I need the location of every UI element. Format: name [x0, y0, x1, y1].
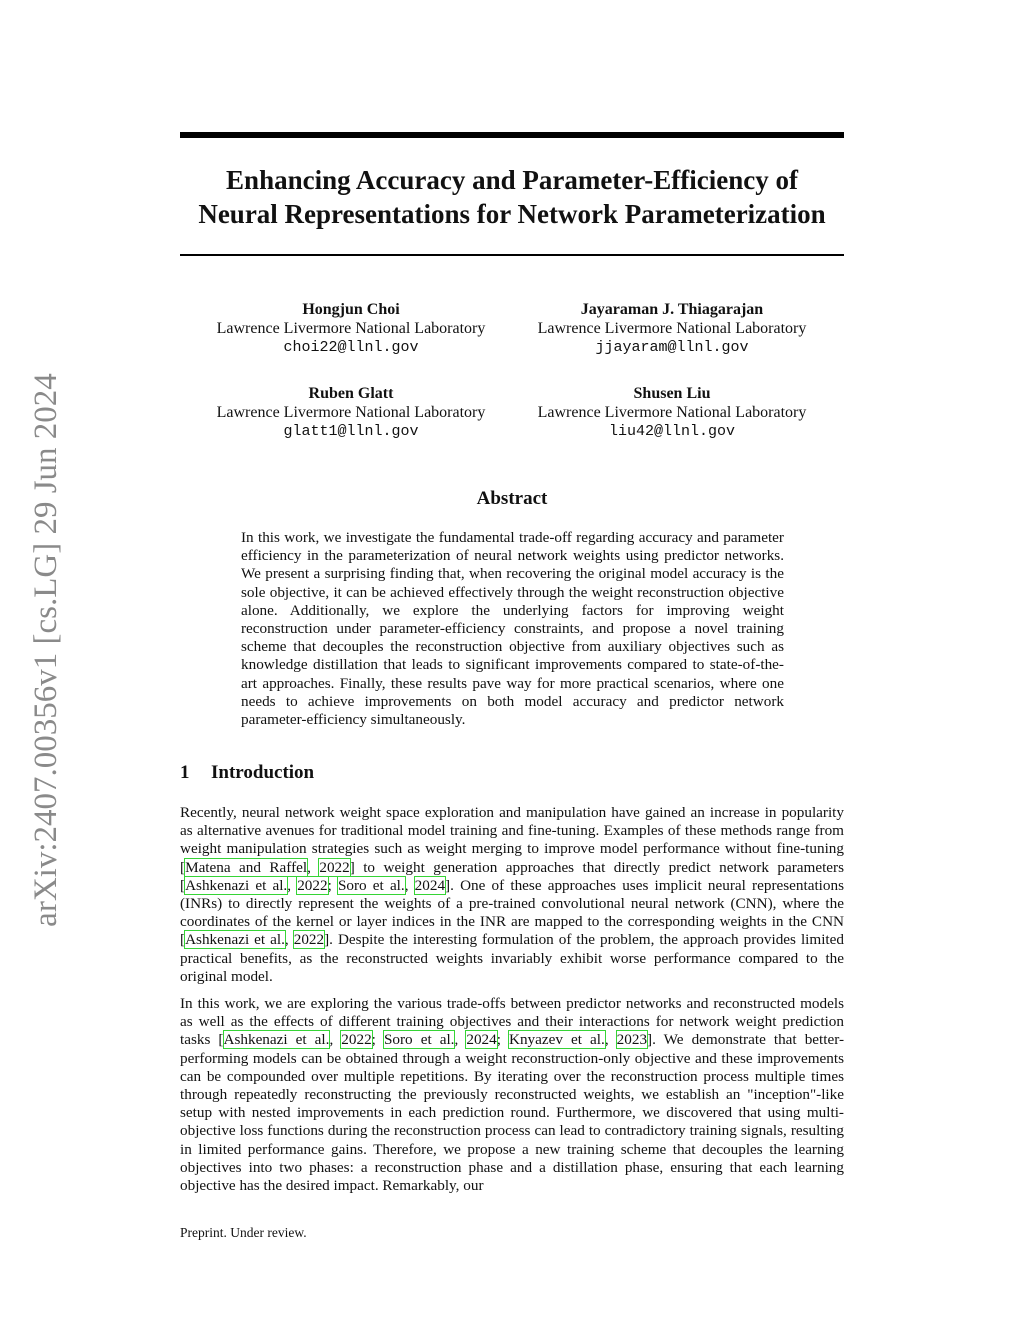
text-run: ,	[307, 858, 320, 876]
author-block	[186, 300, 516, 357]
citation-link[interactable]: Ashkenazi et al.	[185, 876, 288, 894]
text-run: ,	[329, 1031, 342, 1049]
section-heading-introduction	[180, 761, 314, 785]
section-number: 1	[180, 762, 190, 783]
title-bottom-rule	[180, 254, 844, 256]
author-block	[507, 300, 837, 357]
title-top-rule	[180, 132, 844, 138]
citation-link[interactable]: Ashkenazi et al.	[185, 931, 285, 949]
arxiv-identifier: arXiv:2407.00356v1 [cs.LG] 29 Jun 2024	[28, 373, 64, 927]
citation-year-link[interactable]: 2024	[466, 1031, 497, 1049]
abstract-heading: Abstract	[476, 488, 548, 509]
text-run: Recently, neural network weight space exploration and manipulation have gained an increase in popularity as alternative avenues for traditional model training and fine-tuning. Examples of these methods range from weight manipulation strategies such as weight merging to improve model performance without fine-tuning [	[180, 804, 844, 876]
text-run: ;	[371, 1031, 384, 1049]
author-name: Ruben Glatt	[308, 385, 394, 402]
author-block	[186, 384, 516, 441]
text-run: ;	[327, 876, 338, 894]
text-run: ,	[454, 1031, 467, 1049]
author-name: Jayaraman J. Thiagarajan	[580, 301, 764, 318]
citation-year-link[interactable]: 2022	[319, 858, 350, 876]
citation-year-link[interactable]: 2024	[414, 876, 446, 894]
author-affiliation: Lawrence Livermore National Laboratory	[216, 320, 486, 337]
text-run: ] to weight generation approaches that directly predict network parameters [	[180, 858, 845, 894]
title-line-2: Neural Representations for Network Parameterization	[198, 199, 826, 229]
intro-paragraph-2	[180, 995, 844, 1195]
author-affiliation: Lawrence Livermore National Laboratory	[537, 404, 807, 421]
text-run: ,	[284, 931, 294, 949]
citation-link[interactable]: Matena and Raffel	[185, 858, 308, 876]
citation-link[interactable]: Ashkenazi et al.	[223, 1031, 330, 1049]
author-email[interactable]: choi22@llnl.gov	[283, 339, 419, 356]
author-name: Shusen Liu	[633, 385, 711, 402]
text-run: ,	[404, 876, 415, 894]
author-block	[507, 384, 837, 441]
citation-year-link[interactable]: 2023	[616, 1031, 648, 1049]
abstract-body: In this work, we investigate the fundamental trade-off regarding accuracy and parameter efficiency in the parameterization of neural network weights using predictor networks. We present a surprising finding that, when recovering the original model accuracy is the sole objective, it can be achieved effectively through the weight reconstruction objective alone. Additionally, we explore the underlying factors for improving weight reconstruction under parameter-efficiency constraints, and propose a novel training scheme that decouples the reconstruction objective from auxiliary objectives such as knowledge distillation that leads to significant improvements compared to state-of-the-art approaches. Finally, these results pave way for more practical scenarios, where one needs to achieve improvements on both model accuracy and predictor network parameter-efficiency simultaneously.	[241, 529, 784, 729]
citation-year-link[interactable]: 2022	[293, 931, 325, 949]
author-affiliation: Lawrence Livermore National Laboratory	[537, 320, 807, 337]
intro-paragraph-1	[180, 804, 844, 986]
author-email[interactable]: jjayaram@llnl.gov	[595, 339, 749, 356]
text-run: ]. We demonstrate that better-performing models can be obtained through a weight reconstruction-only objective and these improvements can be compounded over multiple repetitions. By iterating over the reconstruction process multiple times through repeatedly reconstructing the previously reconstructed weights, we establish an "inception"-like setup with nested improvements in each prediction round. Furthermore, we discovered that using multi-objective loss functions during the reconstruction process can lead to contradictory training signals, resulting in limited performance gains. Therefore, we propose a new training scheme that decouples the learning objectives into two phases: a reconstruction phase and a distillation phase, ensuring that each learning objective has the desired impact. Remarkably, our	[180, 1031, 845, 1195]
author-email[interactable]: liu42@llnl.gov	[608, 423, 736, 440]
text-run: ]. Despite the interesting formulation of the problem, the approach provides limited practical benefits, as the reconstructed weights invariably exhibit worse performance compared to the original model.	[180, 931, 844, 985]
text-run: ;	[496, 1031, 509, 1049]
title-line-1: Enhancing Accuracy and Parameter-Efficiency of	[226, 165, 798, 195]
author-name: Hongjun Choi	[302, 301, 400, 318]
citation-year-link[interactable]: 2022	[341, 1031, 372, 1049]
text-run: In this work, we are exploring the various trade-offs between predictor networks and reconstructed models as well as the effects of different training objectives and their interactions for network weight prediction tasks [	[180, 995, 844, 1049]
paper-title	[170, 163, 854, 231]
text-run: ,	[604, 1031, 617, 1049]
citation-link[interactable]: Soro et al.	[337, 876, 405, 894]
author-affiliation: Lawrence Livermore National Laboratory	[216, 404, 486, 421]
citation-link[interactable]: Knyazev et al.	[509, 1031, 605, 1049]
author-email[interactable]: glatt1@llnl.gov	[283, 423, 419, 440]
citation-year-link[interactable]: 2022	[297, 876, 328, 894]
citation-link[interactable]: Soro et al.	[383, 1031, 455, 1049]
section-title: Introduction	[211, 762, 315, 783]
text-run: ,	[287, 876, 298, 894]
text-run: ]. One of these approaches uses implicit neural representations (INRs) to directly represent the weights of a pre-trained convolutional neural network (CNN), where the coordinates of the kernel or layer indices in the INR are mapped to the corresponding weights in the CNN [	[180, 876, 844, 949]
footer-note: Preprint. Under review.	[180, 1225, 307, 1240]
